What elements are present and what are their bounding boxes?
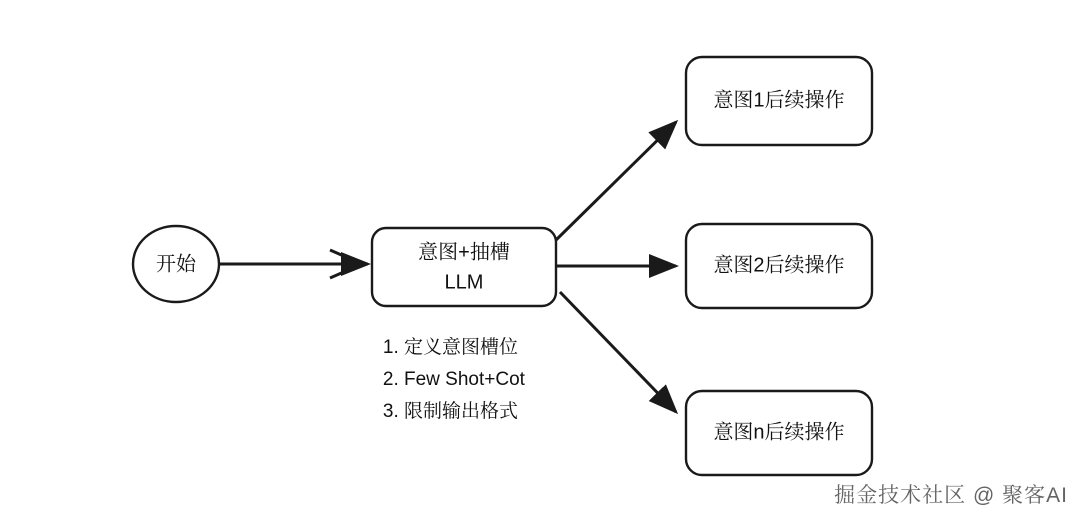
llm-notes-list <box>380 334 525 430</box>
node-intent2-label: 意图2后续操作 <box>713 254 845 277</box>
edge-llm-to-intentn <box>560 292 676 412</box>
node-llm-label-line1: 意图+抽槽 <box>418 241 510 264</box>
watermark-text: 掘金技术社区 @ 聚客AI <box>834 484 1068 507</box>
node-intent2[interactable] <box>686 224 872 308</box>
node-start-label: 开始 <box>156 253 196 276</box>
node-intentn[interactable] <box>686 391 872 475</box>
list-item: 1. 定义意图槽位 <box>404 334 525 362</box>
edge-start-to-llm <box>218 250 368 278</box>
node-llm[interactable] <box>372 228 556 306</box>
list-item: 2. Few Shot+Cot <box>404 366 525 394</box>
node-llm-label-line2: LLM <box>444 271 484 294</box>
node-intent1-label: 意图1后续操作 <box>713 89 845 112</box>
edge-llm-to-intent1 <box>556 122 676 240</box>
node-intent1[interactable] <box>686 57 872 145</box>
list-item: 3. 限制输出格式 <box>404 398 525 426</box>
node-intentn-label: 意图n后续操作 <box>713 421 845 444</box>
node-start[interactable] <box>133 226 219 302</box>
